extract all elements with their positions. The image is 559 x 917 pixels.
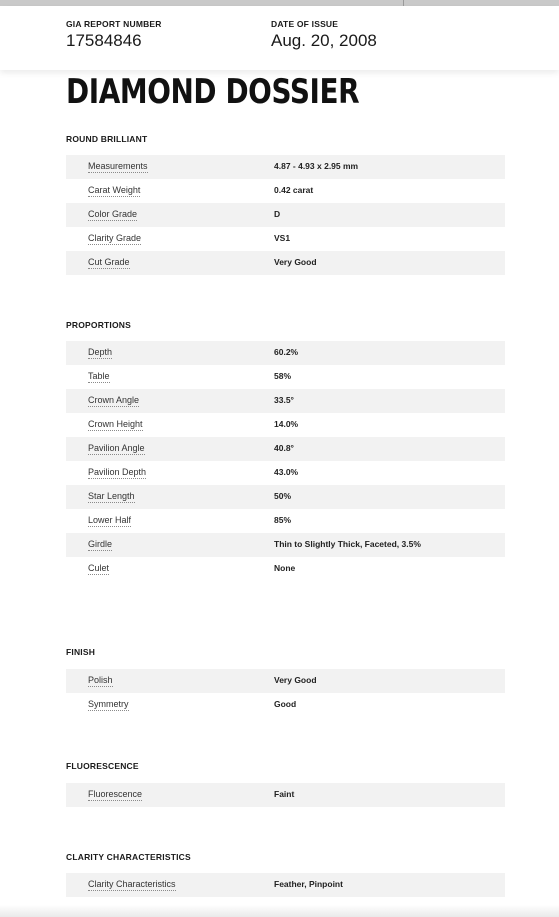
row-key[interactable]: Polish bbox=[88, 675, 113, 685]
row-value: 60.2% bbox=[274, 347, 299, 357]
section-label-finish: FINISH bbox=[66, 647, 96, 657]
table-row bbox=[66, 155, 505, 179]
row-key[interactable]: Fluorescence bbox=[88, 789, 143, 799]
table-shape bbox=[66, 155, 505, 275]
table-row bbox=[66, 251, 505, 275]
row-value: VS1 bbox=[274, 233, 291, 243]
table-fluorescence bbox=[66, 783, 505, 807]
section-label-shape: ROUND BRILLIANT bbox=[66, 134, 148, 144]
table-row bbox=[66, 227, 505, 251]
row-value: 0.42 carat bbox=[274, 185, 314, 195]
bottom-fade bbox=[0, 905, 559, 917]
row-key[interactable]: Crown Height bbox=[88, 419, 143, 429]
table-row bbox=[66, 669, 505, 693]
row-value: D bbox=[274, 209, 281, 219]
table-row bbox=[66, 203, 505, 227]
date-of-issue-value: Aug. 20, 2008 bbox=[271, 31, 377, 50]
row-value: None bbox=[274, 563, 296, 573]
row-value: Very Good bbox=[274, 675, 317, 685]
row-key[interactable]: Cut Grade bbox=[88, 257, 130, 267]
row-key[interactable]: Girdle bbox=[88, 539, 113, 549]
row-value: 43.0% bbox=[274, 467, 299, 477]
row-key[interactable]: Carat Weight bbox=[88, 185, 141, 195]
row-key[interactable]: Pavilion Angle bbox=[88, 443, 145, 453]
row-value: 85% bbox=[274, 515, 292, 525]
table-row bbox=[66, 533, 505, 557]
section-label-clarity: CLARITY CHARACTERISTICS bbox=[66, 852, 191, 862]
table-row bbox=[66, 179, 505, 203]
row-key[interactable]: Depth bbox=[88, 347, 113, 357]
row-key[interactable]: Pavilion Depth bbox=[88, 467, 147, 477]
table-row bbox=[66, 437, 505, 461]
table-row bbox=[66, 389, 505, 413]
row-key[interactable]: Color Grade bbox=[88, 209, 138, 219]
page-title: DIAMOND DOSSIER bbox=[66, 72, 360, 112]
table-clarity bbox=[66, 873, 505, 897]
row-key[interactable]: Symmetry bbox=[88, 699, 129, 709]
table-row bbox=[66, 413, 505, 437]
report-number-value: 17584846 bbox=[66, 31, 142, 50]
table-row bbox=[66, 873, 505, 897]
report-number-block bbox=[66, 19, 162, 51]
row-key[interactable]: Clarity Grade bbox=[88, 233, 142, 243]
section-label-fluorescence: FLUORESCENCE bbox=[66, 761, 139, 771]
row-key[interactable]: Clarity Characteristics bbox=[88, 879, 176, 889]
table-row bbox=[66, 557, 505, 581]
row-value: 14.0% bbox=[274, 419, 299, 429]
table-row bbox=[66, 783, 505, 807]
table-row bbox=[66, 365, 505, 389]
row-value: 33.5° bbox=[274, 395, 294, 405]
row-value: Good bbox=[274, 699, 297, 709]
table-finish bbox=[66, 669, 505, 717]
table-row bbox=[66, 509, 505, 533]
row-value: 40.8° bbox=[274, 443, 294, 453]
row-key[interactable]: Table bbox=[88, 371, 110, 381]
table-row bbox=[66, 693, 505, 717]
row-value: 58% bbox=[274, 371, 292, 381]
row-key[interactable]: Measurements bbox=[88, 161, 148, 171]
table-row bbox=[66, 461, 505, 485]
row-key[interactable]: Star Length bbox=[88, 491, 135, 501]
row-value: 4.87 - 4.93 x 2.95 mm bbox=[274, 161, 359, 171]
row-key[interactable]: Crown Angle bbox=[88, 395, 140, 405]
row-key[interactable]: Lower Half bbox=[88, 515, 132, 525]
row-value: Feather, Pinpoint bbox=[274, 879, 343, 889]
row-key[interactable]: Culet bbox=[88, 563, 110, 573]
table-row bbox=[66, 341, 505, 365]
row-value: Very Good bbox=[274, 257, 317, 267]
table-proportions bbox=[66, 341, 505, 581]
date-of-issue-block bbox=[271, 19, 377, 51]
table-row bbox=[66, 485, 505, 509]
row-value: 50% bbox=[274, 491, 292, 501]
report-number-label: GIA REPORT NUMBER bbox=[66, 19, 162, 29]
section-label-proportions: PROPORTIONS bbox=[66, 320, 132, 330]
row-value: Faint bbox=[274, 789, 295, 799]
report-header bbox=[0, 6, 559, 70]
date-of-issue-label: DATE OF ISSUE bbox=[271, 19, 339, 29]
row-value: Thin to Slightly Thick, Faceted, 3.5% bbox=[274, 539, 421, 549]
